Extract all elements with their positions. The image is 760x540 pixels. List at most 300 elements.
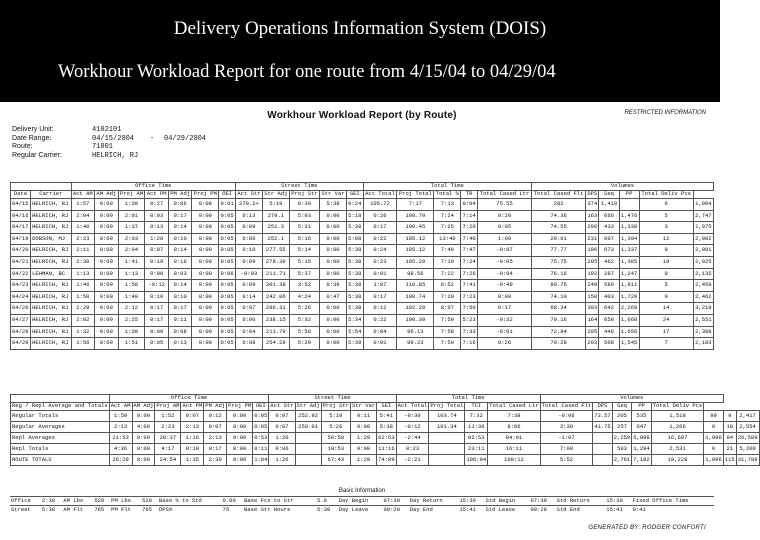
column-header: Proj AM (119, 190, 144, 198)
basic-info-cell: DPS% (158, 506, 222, 515)
table-cell: 2:25 (118, 314, 145, 326)
table-cell: 0:00 (227, 455, 253, 466)
table-cell: 2,025 (693, 256, 713, 268)
table-cell: 0:00 (192, 210, 219, 222)
table-cell: 251.3 (262, 222, 289, 234)
table-cell: 270.2+ (235, 199, 262, 211)
table-cell: 1:40 (118, 291, 145, 303)
table-cell: 1:46 (71, 280, 94, 292)
table-cell: 252.92 (295, 411, 321, 422)
column-header: PP (619, 191, 639, 199)
table-cell: 7:24 (434, 210, 461, 222)
table-cell: 0:22 (363, 314, 397, 326)
basic-info-title: Basic Information (338, 488, 386, 494)
table-cell: 04/28 (11, 326, 31, 338)
table-cell: 5:03 (289, 210, 319, 222)
column-header: Total % (435, 190, 459, 198)
table-cell: 04/15 (11, 199, 31, 211)
column-header: Proj Str (291, 190, 318, 198)
table-cell: 0:07 (145, 245, 168, 257)
table-cell: 0:00 (95, 338, 118, 350)
table-cell: 04/21 (11, 256, 31, 268)
column-header: Proj Str (322, 402, 350, 410)
table-cell: 0:00 (95, 280, 118, 292)
table-cell: 10:53 (321, 444, 350, 455)
table-cell: 0:00 (192, 222, 219, 234)
table-cell: 67:43 (321, 455, 350, 466)
column-header: Total Cased Ltr (477, 191, 531, 199)
table-cell: 0:39 (320, 280, 347, 292)
table-cell: 1:29 (351, 455, 377, 466)
table-cell: 5:38 (346, 245, 363, 257)
table-cell: 0:00 (95, 210, 118, 222)
table-cell: 4:00 (132, 422, 155, 433)
column-header: AM Adj (133, 402, 154, 410)
table-cell: 99 (704, 411, 724, 422)
column-header: Proj AM (156, 402, 180, 410)
table-cell: 287 (599, 268, 619, 280)
basic-info-cell: 15:41 (605, 506, 631, 515)
column-header: Total Cased Flt (541, 402, 592, 410)
table-cell: -0:12 (396, 422, 429, 433)
table-cell: 0:00 (192, 314, 219, 326)
table-cell: 5:34 (346, 314, 363, 326)
info-value2 (164, 126, 222, 135)
table-cell: 0:00 (192, 280, 219, 292)
table-cell: 7:26 (461, 268, 478, 280)
table-cell: 20:37 (155, 433, 181, 444)
table-row (11, 314, 714, 326)
table-cell: 0:00 (95, 314, 118, 326)
basic-info-cell: 15:30 (605, 497, 631, 506)
table-cell: 1,656 (619, 326, 639, 338)
info-value2 (164, 143, 222, 152)
column-header: DPS (587, 190, 598, 198)
table-cell: 1:13 (118, 268, 145, 280)
table-cell: 2:12 (118, 303, 145, 315)
info-dash: - (150, 134, 155, 143)
table-cell: 2:13 (181, 422, 204, 433)
table-cell: 74.36 (532, 210, 586, 222)
table-cell: 211.71 (262, 268, 289, 280)
table-cell: 0 (639, 291, 693, 303)
table-cell: 1:00 (477, 233, 531, 245)
table-cell: 3:30 (540, 422, 593, 433)
table-cell: 101.34 (429, 422, 465, 433)
info-row (12, 152, 222, 161)
table-cell: 0:23 (396, 444, 429, 455)
table-cell: 12 (639, 233, 693, 245)
table-cell: 0:08 (235, 338, 262, 350)
table-cell: 0:10 (168, 233, 191, 245)
basic-info-cell: PM Flt (110, 506, 141, 515)
table-cell: 7:20 (461, 222, 478, 234)
table-cell: 11:36 (465, 422, 488, 433)
basic-info-cell: Day End (409, 506, 459, 515)
table-row (11, 326, 714, 338)
table-cell: HELRICH, RJ (31, 280, 71, 292)
table-cell: 200 (586, 222, 599, 234)
column-header: Act PM (146, 190, 167, 198)
table-cell: 5:41 (377, 411, 397, 422)
table-cell: -1:07 (540, 433, 593, 444)
table-cell: 0:09 (235, 256, 262, 268)
basic-info-cell: Base % to Std (158, 497, 222, 506)
table-cell: 0:00 (192, 268, 219, 280)
table-cell: 108.79 (397, 210, 434, 222)
table-cell: 2,747 (693, 210, 713, 222)
table-cell (619, 199, 639, 211)
table-cell: 1:20 (145, 233, 168, 245)
table-cell: 1:16 (181, 433, 204, 444)
table-cell: 1,545 (619, 338, 639, 350)
table-cell: 0:05 (219, 303, 236, 315)
column-header: Str Var (352, 402, 376, 410)
info-dash (150, 143, 164, 152)
table-cell: 1,720 (619, 291, 639, 303)
info-value: 4102101 (92, 126, 122, 134)
table-cell: 5:39 (346, 338, 363, 350)
table-cell: 0:00 (320, 268, 347, 280)
column-header: Act AM (110, 402, 131, 410)
table-cell: 0:04 (235, 326, 262, 338)
column-header: TR (461, 191, 478, 199)
table-cell: 7:38 (488, 411, 541, 422)
table-cell: 29.01 (532, 233, 586, 245)
table-cell (429, 433, 465, 444)
table-cell: 0:01 (363, 338, 397, 350)
table-cell: 1:26 (269, 455, 295, 466)
table-cell: 5 (639, 280, 693, 292)
table-cell: 2,459 (693, 280, 713, 292)
basic-info-table (10, 496, 714, 515)
table-cell: 9 (639, 268, 693, 280)
slide-header (0, 0, 720, 102)
table-cell: 0:00 (95, 256, 118, 268)
table-cell: 647 (632, 422, 652, 433)
table-cell: 7:22 (434, 268, 461, 280)
table-cell: 0:00 (192, 233, 219, 245)
table-cell: 1,294 (632, 444, 652, 455)
table-cell: 2:04 (71, 210, 94, 222)
table-cell: 0:26 (363, 210, 397, 222)
table-cell: 0:05 (219, 291, 236, 303)
table-cell: -0:06 (540, 411, 593, 422)
table-cell: 5:38 (346, 222, 363, 234)
table-cell: 7:20 (434, 291, 461, 303)
table-cell: 0:00 (95, 245, 118, 257)
table-cell: 24 (639, 314, 693, 326)
table-cell: 0:24 (346, 199, 363, 211)
basic-info-cell: 07:30 (383, 497, 409, 506)
group-header: Volumes (532, 183, 714, 191)
table-cell: 23:11 (465, 444, 488, 455)
info-value: 04/15/2004 (92, 134, 135, 143)
table-cell: 2:23 (155, 422, 181, 433)
info-row (12, 126, 222, 135)
table-cell: 163 (586, 210, 599, 222)
table-cell: 0:05 (219, 222, 236, 234)
table-cell: 0:16 (168, 256, 191, 268)
table-cell: Regular Averages (11, 422, 110, 433)
table-cell: 7:40 (461, 233, 478, 245)
table-cell: 105.28 (397, 256, 434, 268)
table-cell: 7:14 (461, 210, 478, 222)
table-cell: 0:03 (168, 268, 191, 280)
basic-info-cell: 0.00 (222, 497, 244, 506)
info-dash (150, 126, 164, 135)
table-cell: 205 (586, 326, 599, 338)
table-cell: 5:37 (289, 268, 319, 280)
basic-info-cell: Std Leave (485, 506, 530, 515)
table-cell: 0:14 (168, 280, 191, 292)
table-cell: 0:06 (235, 314, 262, 326)
table-cell: 0:17 (204, 444, 227, 455)
table-cell: 04/22 (11, 268, 31, 280)
table-cell: 31,789 (736, 455, 759, 466)
table-cell: 2:13 (109, 422, 132, 433)
table-cell: 0:08 (192, 199, 219, 211)
basic-info-row (10, 497, 714, 506)
table-cell: 26:29 (109, 455, 132, 466)
table-cell: 2,135 (693, 268, 713, 280)
table-cell: 10 (639, 256, 693, 268)
table-row (11, 422, 760, 433)
table-cell: 503 (612, 444, 632, 455)
table-cell: 196 (586, 245, 599, 257)
table-cell: DOBSON, MJ (31, 233, 71, 245)
table-cell: 0:00 (320, 233, 347, 245)
table-cell: 0:05 (477, 222, 531, 234)
table-cell: 250.01 (295, 422, 321, 433)
column-header: Proj PM (228, 402, 252, 410)
table-cell: 5:19 (262, 199, 289, 211)
table-cell: 0:00 (132, 433, 155, 444)
table-cell: 1,338 (619, 222, 639, 234)
table-cell: 673 (599, 245, 619, 257)
basic-info-cell: AM Lbs (62, 497, 93, 506)
column-header: PM Adj (170, 190, 191, 198)
table-cell: -0:49 (477, 280, 531, 292)
basic-info-row (10, 506, 714, 515)
table-cell: 2:01 (118, 210, 145, 222)
table-row (11, 303, 714, 315)
summary-table (10, 394, 760, 466)
column-header: Proj PM (193, 190, 217, 198)
table-cell: 2,259 (612, 433, 632, 444)
basic-info-cell: 2:30 (41, 497, 63, 506)
table-cell: 0:11 (253, 444, 269, 455)
table-cell: 249 (586, 280, 599, 292)
table-cell: 0:17 (363, 222, 397, 234)
table-cell: 3:52 (289, 280, 319, 292)
table-cell: 5:23 (461, 314, 478, 326)
table-cell: 279.1 (262, 210, 289, 222)
table-cell: 99.23 (397, 338, 434, 350)
table-cell: 0:00 (95, 199, 118, 211)
table-cell: 7:00 (540, 444, 593, 455)
table-cell: 0:00 (320, 210, 347, 222)
group-header: Total Time (396, 395, 540, 403)
table-cell: 0:27 (145, 199, 168, 211)
table-cell: 1:39 (118, 326, 145, 338)
table-cell: 508 (599, 338, 619, 350)
table-cell: 1:32 (71, 326, 94, 338)
group-header: Volumes (540, 395, 723, 403)
table-cell: 301.38 (262, 280, 289, 292)
table-cell: 658 (599, 314, 619, 326)
table-cell: 0:24 (363, 245, 397, 257)
slide-subtitle: Workhour Workload Report for one route from 4/15/04 to 04/29/04 (58, 62, 556, 82)
column-header-row (11, 403, 760, 411)
column-header: Seq (599, 191, 619, 199)
table-cell: 0:12 (204, 411, 227, 422)
column-header: Str Adj (264, 190, 288, 198)
table-cell: 2,761 (612, 455, 632, 466)
basic-info-cell: Std Begin (485, 497, 530, 506)
table-cell (429, 455, 465, 466)
table-cell: 257 (612, 422, 632, 433)
table-cell: 1,418 (599, 199, 619, 211)
table-cell: 0:00 (351, 422, 377, 433)
column-header: OEI (253, 403, 269, 411)
group-header: Total Time (363, 183, 531, 191)
table-cell: 5:18 (346, 210, 363, 222)
table-cell: 74:09 (377, 455, 397, 466)
column-header: SEI (346, 191, 363, 199)
table-cell: 1:59 (109, 411, 132, 422)
table-cell: 0:12 (363, 303, 397, 315)
table-row (11, 233, 714, 245)
table-cell: 04/23 (11, 280, 31, 292)
table-cell: 70.16 (532, 314, 586, 326)
column-header: Carrier (31, 191, 71, 199)
report-info (12, 126, 222, 160)
info-label: Regular Carrier: (12, 151, 62, 159)
table-cell: 7:24 (461, 256, 478, 268)
table-cell: 2,462 (693, 291, 713, 303)
table-cell: 1:35 (181, 455, 204, 466)
table-cell: 5:26 (289, 303, 319, 315)
table-cell: 21:53 (109, 433, 132, 444)
table-cell: HELRICH, RJ (31, 210, 71, 222)
table-cell: 192 (586, 268, 599, 280)
column-header: DPS (593, 403, 613, 411)
table-cell: 68.34 (532, 303, 586, 315)
table-cell: 0:00 (227, 422, 253, 433)
table-cell (295, 433, 321, 444)
table-cell: 0:07 (269, 422, 295, 433)
table-cell: 303 (586, 303, 599, 315)
table-cell: 607 (599, 233, 619, 245)
table-cell: 205 (612, 411, 632, 422)
table-cell: 0:00 (145, 268, 168, 280)
column-header: Str Var (321, 190, 345, 198)
basic-info-cell: 09:28 (383, 506, 409, 515)
table-row (11, 222, 714, 234)
table-cell: 2,388 (693, 326, 713, 338)
table-cell: 0:11 (168, 314, 191, 326)
basic-info-cell: Day Leave (338, 506, 383, 515)
table-cell: HELRICH, RJ (31, 199, 71, 211)
table-cell: 242.06 (262, 291, 289, 303)
info-row (12, 135, 222, 144)
table-cell: 7:13 (434, 199, 461, 211)
group-header-row (11, 183, 714, 191)
table-cell: 0:07 (181, 411, 204, 422)
table-cell: 205 (586, 256, 599, 268)
table-cell: 1:40 (71, 222, 94, 234)
table-cell: 5 (639, 210, 693, 222)
table-cell: 04/17 (11, 222, 31, 234)
table-cell: 7:50 (434, 338, 461, 350)
table-cell: 5:38 (346, 256, 363, 268)
table-cell: 0:09 (235, 280, 262, 292)
table-cell: 0 (704, 422, 724, 433)
table-cell: 0:06 (168, 199, 191, 211)
info-value: HELRICH, RJ (92, 151, 139, 160)
table-cell: 7:40 (434, 245, 461, 257)
table-cell: -0:12 (145, 280, 168, 292)
table-cell: 7:19 (434, 256, 461, 268)
table-cell: 103.74 (429, 411, 465, 422)
basic-info-cell: 5:38 (316, 506, 338, 515)
table-cell: 115 (723, 455, 736, 466)
table-cell: 0:00 (192, 326, 219, 338)
table-cell: 164 (586, 314, 599, 326)
table-cell: -0:07 (477, 245, 531, 257)
table-cell: 0 (704, 444, 724, 455)
table-cell: 1,096 (704, 455, 724, 466)
basic-info-cell: Fixed Office Time (631, 497, 714, 506)
table-cell: 7 (639, 338, 693, 350)
table-cell: 0:00 (95, 233, 118, 245)
table-cell: 3,219 (693, 303, 713, 315)
table-cell: 2,082 (693, 233, 713, 245)
table-cell: 105.12 (397, 233, 434, 245)
table-row (11, 199, 714, 211)
table-cell: 1,247 (619, 268, 639, 280)
basic-info-cell: Base Fcs to Str (243, 497, 316, 506)
column-header: Str Adj (296, 402, 320, 410)
table-cell: HELRICH, RJ (31, 256, 71, 268)
table-cell: 2,554 (736, 422, 759, 433)
table-cell: 70.28 (532, 338, 586, 350)
info-value2 (164, 152, 222, 161)
table-cell: 1:57 (71, 199, 94, 211)
table-cell: 100.45 (397, 222, 434, 234)
table-cell: 7:25 (434, 222, 461, 234)
table-cell: 04/27 (11, 314, 31, 326)
table-cell: 7:33 (461, 326, 478, 338)
basic-info-cell: 5:38 (41, 506, 63, 515)
basic-info-cell: Std Return (556, 497, 606, 506)
table-cell: 666 (599, 210, 619, 222)
column-header: OEI (219, 191, 236, 199)
table-cell: 0:00 (132, 455, 155, 466)
table-cell: LEHMAN, BC (31, 268, 71, 280)
column-header-row (11, 191, 714, 199)
table-cell: 24:54 (155, 455, 181, 466)
table-cell: 7:32 (465, 411, 488, 422)
table-cell: 21 (723, 444, 736, 455)
table-cell: -0:04 (477, 268, 531, 280)
info-value2: 04/29/2004 (164, 134, 207, 143)
table-cell: 238.15 (262, 314, 289, 326)
table-cell: 0:04 (363, 326, 397, 338)
table-cell: 56:50 (321, 433, 350, 444)
table-cell: 2:29 (71, 303, 94, 315)
